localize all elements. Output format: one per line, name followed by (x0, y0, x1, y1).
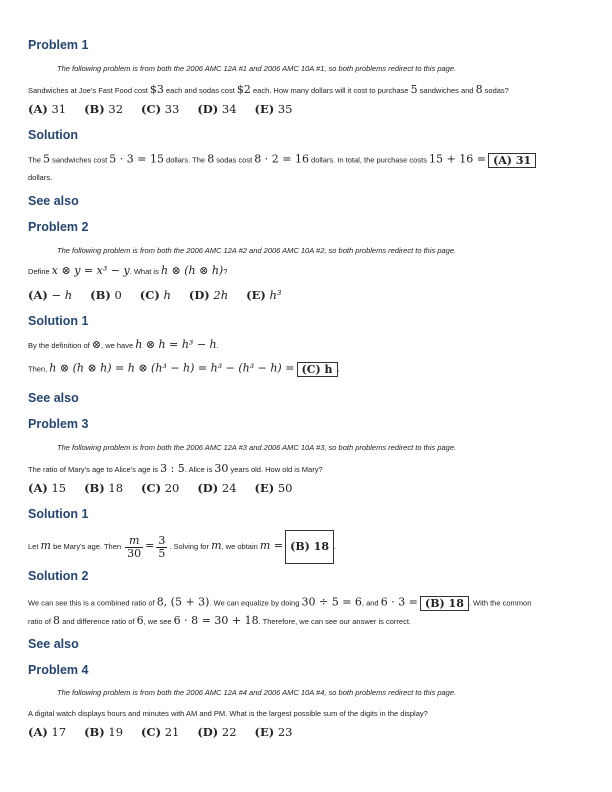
answer-choice: (A) 31 (28, 102, 67, 116)
answer-choice: (D) 2h (188, 288, 229, 302)
problem-1-note: The following problem is from both the 2006 AMC 12A #1 and 2006 AMC 10A #1, so both problems redirect to this page. (57, 64, 457, 73)
answer-choice: (E) 50 (254, 481, 293, 495)
problem-4-heading: Problem 4 (28, 663, 89, 677)
problem-2-note: The following problem is from both the 2006 AMC 12A #2 and 2006 AMC 10A #2, so both problems redirect to this page. (57, 246, 457, 255)
problem-1-heading: Problem 1 (28, 38, 89, 52)
answer-choice: (D) 24 (197, 481, 237, 495)
problem-4-choices (28, 725, 310, 739)
answer-choice: (D) 22 (197, 725, 237, 739)
answer-choice: (B) 32 (84, 102, 124, 116)
problem-2-heading: Problem 2 (28, 220, 89, 234)
problem-2-solution-heading: Solution 1 (28, 314, 89, 328)
boxed-answer: (B) 18 (285, 530, 334, 564)
problem-2-solution-line-2: Then, h ⊗ (h ⊗ h) = h ⊗ (h³ − h) = h³ − (h³ − h) = (C) h . (28, 361, 340, 376)
problem-4-note: The following problem is from both the 2006 AMC 12A #4 and 2006 AMC 10A #4, so both problems redirect to this page. (57, 688, 457, 697)
fraction-3-over-5: $\frac{3}{5}$ (158, 533, 166, 560)
problem-2-solution-line-1: By the definition of ⊗, we have h ⊗ h = h³ − h. (28, 338, 219, 351)
answer-choice: (E) h³ (246, 288, 282, 302)
problem-1-solution-heading: Solution (28, 128, 78, 142)
answer-choice: (C) 33 (141, 102, 180, 116)
problem-3-solution-2-heading: Solution 2 (28, 569, 89, 583)
boxed-answer: (B) 18 (420, 596, 469, 611)
answer-choice: (B) 19 (84, 725, 124, 739)
problem-2-question: Define x ⊗ y = x³ − y. What is h ⊗ (h ⊗ h)? (28, 264, 228, 277)
problem-1-choices (28, 102, 310, 116)
problem-1-question: Sandwiches at Joe's Fast Food cost $3 each and sodas cost $2 each. How many dollars will it cost to purchase 5 sandwiches and 8 sodas? (28, 83, 509, 96)
problem-3-question: The ratio of Mary's age to Alice's age is 3 : 5. Alice is 30 years old. How old is Mary? (28, 462, 323, 475)
answer-choice: (A) 17 (28, 725, 67, 739)
problem-1-solution-text: The 5 sandwiches cost 5 · 3 = 15 dollars. The 8 sodas cost 8 · 2 = 16 dollars. In total, the purchase costs 15 + 16 = (A) 31 (28, 153, 536, 168)
answer-choice: (A) − h (28, 288, 73, 302)
answer-choice: (A) 15 (28, 481, 67, 495)
problem-2-choices (28, 288, 299, 302)
boxed-answer: (A) 31 (488, 153, 536, 168)
answer-choice: (D) 34 (197, 102, 237, 116)
problem-3-solution-1-text: Let m be Mary's age. Then $\frac{m}{30}$ = $\frac{3}{5}$ . Solving for m, we obtain m = (B) 18 . (28, 530, 336, 564)
problem-3-solution-2-line-2: ratio of 8 and difference ratio of 6, we see 6 · 8 = 30 + 18. Therefore, we can see our answer is correct. (28, 614, 412, 627)
problem-3-solution-2-line-1: We can see this is a combined ratio of 8, (5 + 3). We can equalize by doing 30 ÷ 5 = 6, and 6 · 3 = (B) 18 . With the common (28, 595, 532, 610)
problem-4-question: A digital watch displays hours and minutes with AM and PM. What is the largest possible sum of the digits in the display? (28, 709, 428, 718)
answer-choice: (C) 21 (141, 725, 180, 739)
answer-choice: (C) h (139, 288, 171, 302)
problem-3-solution-1-heading: Solution 1 (28, 507, 89, 521)
problem-2-see-also-link[interactable]: See also (28, 391, 79, 405)
boxed-answer: (C) h (297, 362, 338, 377)
answer-choice: (C) 20 (141, 481, 180, 495)
problem-1-see-also-link[interactable]: See also (28, 194, 79, 208)
problem-3-heading: Problem 3 (28, 417, 89, 431)
problem-3-note: The following problem is from both the 2006 AMC 12A #3 and 2006 AMC 10A #3, so both problems redirect to this page. (57, 443, 457, 452)
answer-choice: (E) 35 (254, 102, 293, 116)
fraction-m-over-30: $\frac{m}{30}$ (127, 533, 142, 560)
problem-3-see-also-link[interactable]: See also (28, 637, 79, 651)
answer-choice: (B) 18 (84, 481, 124, 495)
answer-choice: (B) 0 (90, 288, 122, 302)
problem-1-solution-tail: dollars. (28, 173, 53, 182)
answer-choice: (E) 23 (254, 725, 293, 739)
problem-3-choices (28, 481, 310, 495)
